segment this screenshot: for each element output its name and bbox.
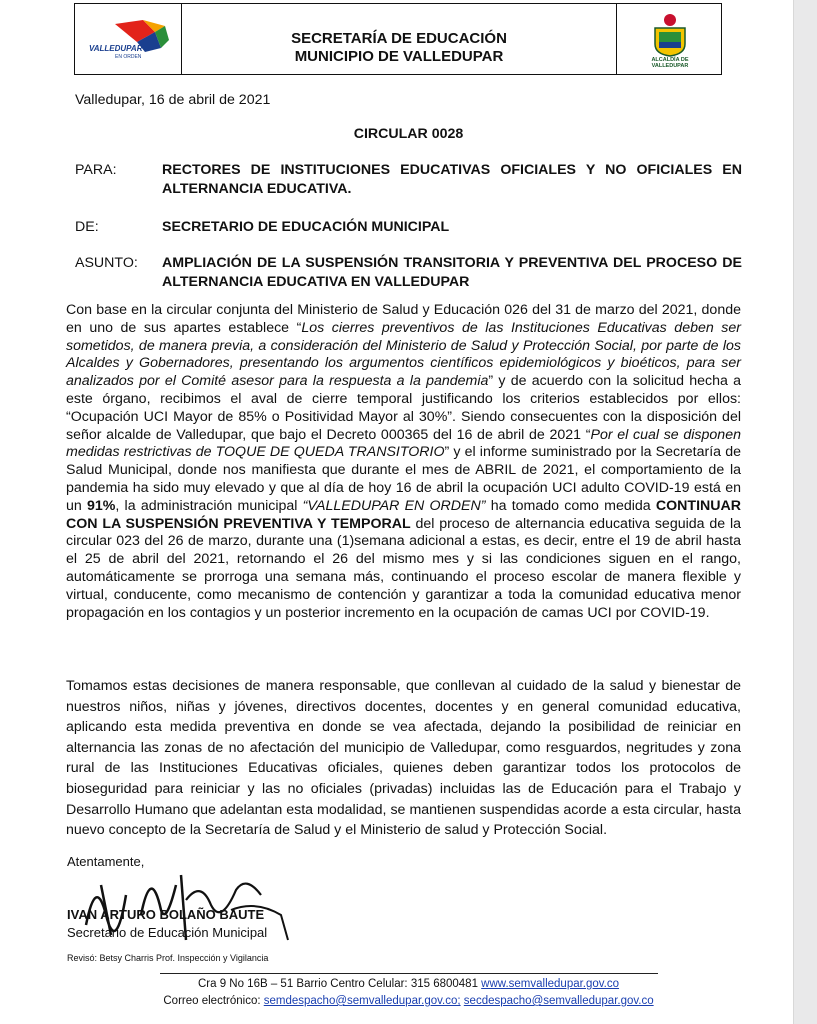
asunto-value: AMPLIACIÓN DE LA SUSPENSIÓN TRANSITORIA Y PREVENTIVA DEL PROCESO DE ALTERNANCIA EDUCATIVA EN VALLEDUPAR: [162, 255, 742, 290]
logo-left-subtext: EN ORDEN: [115, 54, 142, 60]
letterhead-title-line1: SECRETARÍA DE EDUCACIÓN: [291, 30, 507, 47]
de-value: SECRETARIO DE EDUCACIÓN MUNICIPAL: [162, 219, 450, 235]
p1-part-9: ha tomado como medida: [485, 497, 656, 514]
p1-slogan: “VALLEDUPAR EN ORDEN”: [302, 497, 486, 514]
footer-email-link-2[interactable]: secdespacho@semvalledupar.gov.co: [463, 995, 654, 1007]
signer-title: Secretario de Educación Municipal: [67, 925, 268, 940]
logo-right-text: ALCALDÍA DE VALLEDUPAR: [651, 57, 689, 69]
logo-left-text: VALLEDUPAR: [89, 44, 143, 53]
footer-email-label: Correo electrónico:: [163, 995, 264, 1007]
p1-part-7: , la administración municipal: [115, 497, 303, 514]
p1-part-1: Con base en la circular conjunta del Ministerio de Salud y Educación 026 del 31 de marzo del 2021, donde en uno de sus apartes establece “: [66, 302, 741, 336]
p1-part-3: ” y de acuerdo con la solicitud hecha a este órgano, recibimos el aval de cierre temporal justificando los criterios establecidos por ellos: “Ocupación UCI Mayor de 85% o Positividad Mayor al 30%”. Siendo consecuentes con la disposición del señor alcalde de Valledupar, que bajo el Decreto 000365 del 16 de abril de 2021 “: [66, 373, 742, 443]
closing: Atentamente,: [67, 854, 145, 869]
reviewed-by: Revisó: Betsy Charris Prof. Inspección y Vigilancia: [67, 953, 269, 963]
circular-title: CIRCULAR 0028: [353, 126, 464, 142]
valledupar-en-orden-logo: [85, 18, 175, 64]
date-line: Valledupar, 16 de abril de 2021: [75, 92, 271, 108]
p1-quote-decree: Por el cual se disponen medidas restrictivas de TOQUE DE QUEDA TRANSITORIO: [66, 426, 741, 461]
letterhead-title-line2: MUNICIPIO DE VALLEDUPAR: [294, 48, 504, 65]
para-value: RECTORES DE INSTITUCIONES EDUCATIVAS OFICIALES Y NO OFICIALES EN ALTERNANCIA EDUCATIVA.: [162, 162, 742, 197]
footer-email-line: [0, 995, 817, 1007]
body-paragraph-2: Tomamos estas decisiones de manera responsable, que conllevan al cuidado de la salud y bienestar de nuestros niños, niñas y jóvenes, directivos docentes, docentes y en general comunidad educativa, aplicando esta medida preventiva en donde se vea afectada, dejando la posibilidad de reiniciar en alternancia las zonas de no afectación del municipio de Valledupar, como resguardos, negritudes y zona rural de las Instituciones Educativas oficiales, quienes deben garantizar todos los protocolos de bioseguridad para reiniciar y las no oficiales (privadas) incluidas las de Educación para el Trabajo y Desarrollo Humano que adelantan esta modalidad, se mantienen suspendidas acorde a esta circular, hasta nuevo concepto de la Secretaría de Salud y el Ministerio de salud y Protección Social.: [66, 678, 741, 839]
alcaldia-coat-of-arms: [637, 12, 703, 72]
p1-percentage: 91%: [87, 497, 116, 514]
letterhead: [74, 3, 722, 75]
p1-measure: CONTINUAR CON LA SUSPENSIÓN PREVENTIVA Y TEMPORAL: [66, 497, 741, 532]
p1-part-11: del proceso de alternancia educativa seguida de la circular 023 del 26 de marzo, durante una (1)semana adicional a estas, es decir, entre el 19 de abril hasta el 25 de abril del 2021, retornando el 26 del mismo mes y si las condiciones siguen en el rango, automáticamente se prorroga una semana más, continuando el proceso escolar de manera flexible y virtual, conducente, como mecanismo de contención y garantizar a toda la comunidad educativa menor propagación en los contagios y un posterior incremento en la ocupación de camas UCI por COVID-19.: [66, 515, 741, 621]
coat-of-arms-icon: [637, 12, 703, 58]
de-label: DE:: [75, 219, 99, 235]
letterhead-logo-cell-left: [74, 3, 182, 75]
footer-address: Cra 9 No 16B – 51 Barrio Centro Celular: 315 6800481: [197, 978, 482, 990]
footer-divider: [160, 973, 658, 974]
p1-part-5: ” y el informe suministrado por la Secretaría de Salud Municipal, donde nos manifiesta que durante el mes de ABRIL de 2021, el comportamiento de la pandemia ha sido muy elevado y que al día de hoy 16 de abril la ocupación UCI adulto COVID-19 está en un: [66, 444, 741, 514]
footer-address-line: [0, 978, 817, 990]
footer-website-link[interactable]: www.semvalledupar.gov.co: [481, 978, 620, 990]
footer-email-link-1[interactable]: semdespacho@semvalledupar.gov.co;: [263, 995, 461, 1007]
p1-quote-ministry: Los cierres preventivos de las Instituciones Educativas deben ser sometidos, de manera previa, a consideración del Ministerio de Salud y Protección Social, por parte de los Alcaldes y Gobernadores, presentando los argumentos científicos epidemiológicos y bioéticos, para ser analizados por el Comité asesor para la respuesta a la pandemia: [66, 319, 741, 390]
page-edge-bar: [793, 0, 817, 1024]
para-label: PARA:: [75, 162, 117, 178]
asunto-label: ASUNTO:: [75, 255, 138, 271]
signer-name: IVAN ARTURO BOLAÑO BAUTE: [67, 907, 265, 922]
letterhead-title-cell: [182, 3, 617, 75]
body-paragraph-1: [66, 302, 741, 622]
letterhead-logo-cell-right: [617, 3, 722, 75]
